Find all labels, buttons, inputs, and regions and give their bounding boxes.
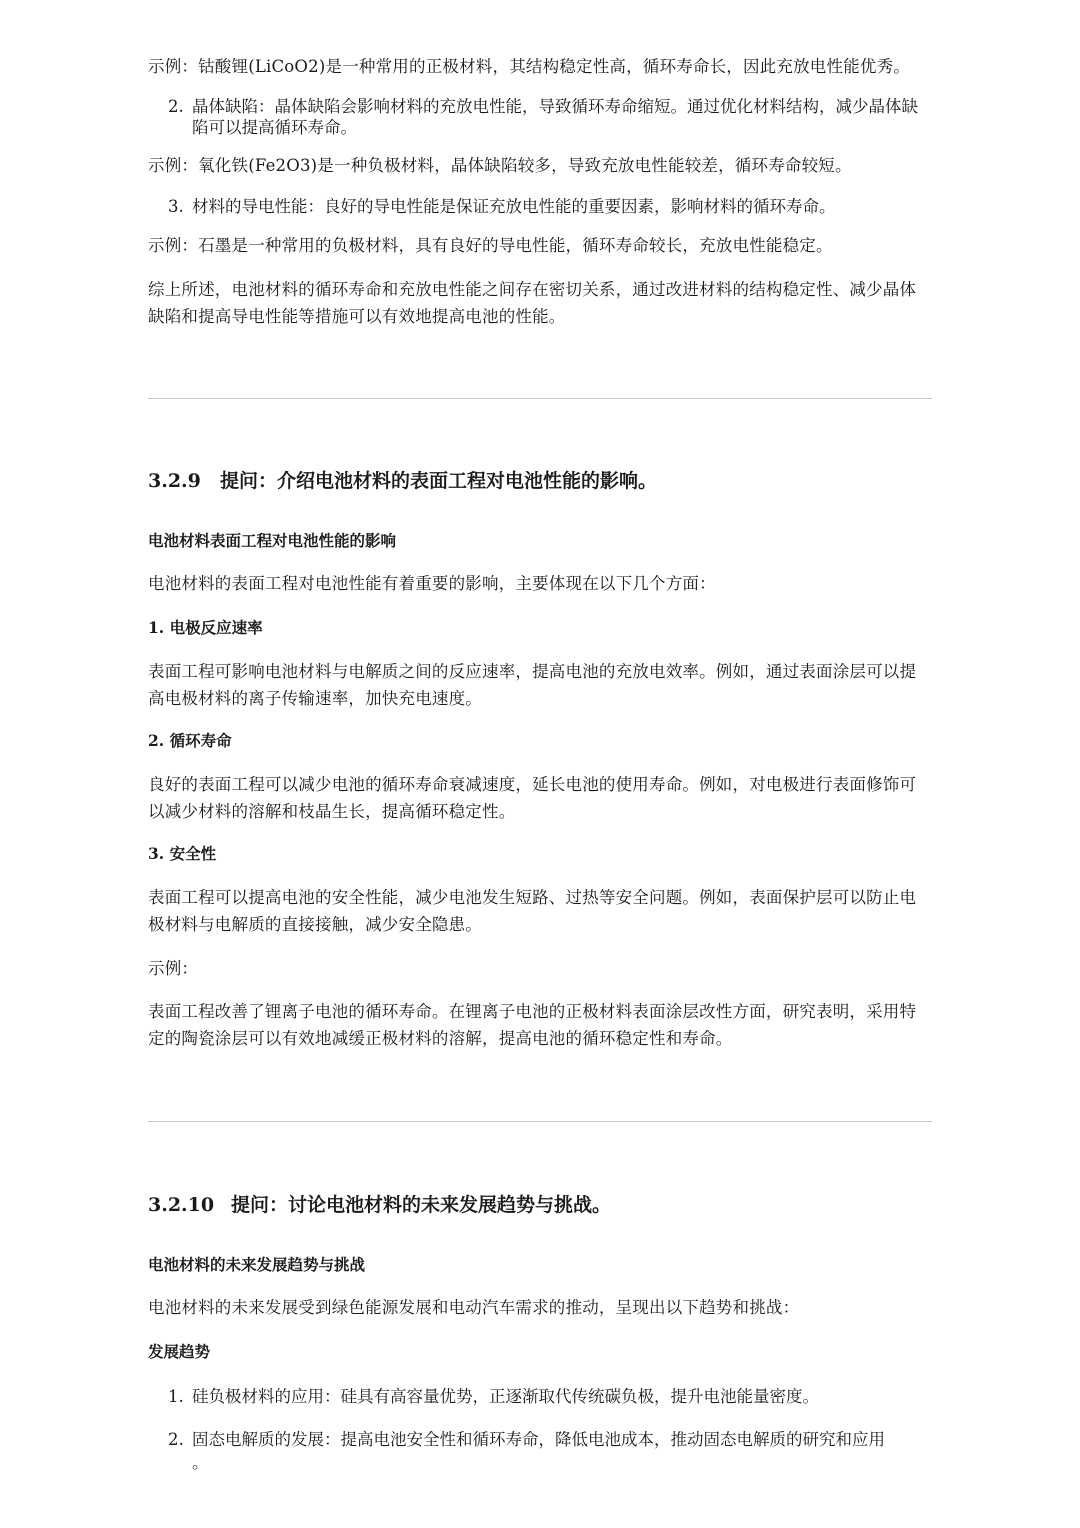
example-paragraph: 表面工程改善了锂离子电池的循环寿命。在锂离子电池的正极材料表面涂层改性方面，研究表明，采用特定的陶瓷涂层可以有效地减缓正极材料的溶解，提高电池的循环稳定性和寿命。 bbox=[148, 1002, 917, 1048]
paragraph-safety: 表面工程可以提高电池的安全性能，减少电池发生短路、过热等安全问题。例如，表面保护层可以防止电极材料与电解质的直接接触，减少安全隐患。 bbox=[148, 888, 917, 934]
section-heading-3-2-10 bbox=[148, 1191, 932, 1219]
list-number: 3. bbox=[168, 197, 184, 216]
list-number: 2. bbox=[168, 97, 184, 116]
section-subtitle: 电池材料的未来发展趋势与挑战 bbox=[148, 1255, 366, 1274]
section-number: 3.2.9 bbox=[148, 470, 201, 492]
example-graphite: 示例：石墨是一种常用的负极材料，具有良好的导电性能，循环寿命较长，充放电性能稳定。 bbox=[148, 236, 833, 255]
example-licoo2: 示例：钴酸锂(LiCoO2)是一种常用的正极材料，其结构稳定性高，循环寿命长，因此充放电性能优秀。 bbox=[148, 57, 910, 76]
list-item-silicon-anode bbox=[148, 1386, 932, 1407]
subheading-reaction-rate: 1. 电极反应速率 bbox=[148, 618, 263, 637]
section-intro: 电池材料的未来发展受到绿色能源发展和电动汽车需求的推动，呈现出以下趋势和挑战： bbox=[148, 1298, 800, 1317]
list-text: 硅负极材料的应用：硅具有高容量优势，正逐渐取代传统碳负极，提升电池能量密度。 bbox=[192, 1387, 819, 1406]
section-intro: 电池材料的表面工程对电池性能有着重要的影响，主要体现在以下几个方面： bbox=[148, 574, 716, 593]
list-item-solid-electrolyte bbox=[148, 1429, 932, 1450]
section-subtitle: 电池材料表面工程对电池性能的影响 bbox=[148, 531, 397, 550]
list-item-conductivity bbox=[148, 196, 932, 217]
list-text: 晶体缺陷：晶体缺陷会影响材料的充放电性能，导致循环寿命缩短。通过优化材料结构，减少晶体缺陷可以提高循环寿命。 bbox=[192, 97, 918, 137]
list-item-tail: 。 bbox=[192, 1453, 209, 1472]
paragraph-reaction-rate: 表面工程可影响电池材料与电解质之间的反应速率，提高电池的充放电效率。例如，通过表面涂层可以提高电极材料的离子传输速率，加快充电速度。 bbox=[148, 662, 917, 708]
list-number: 2. bbox=[168, 1430, 184, 1449]
section-number: 3.2.10 bbox=[148, 1194, 215, 1216]
subheading-cycle-life: 2. 循环寿命 bbox=[148, 731, 232, 750]
list-text: 材料的导电性能：良好的导电性能是保证充放电性能的重要因素，影响材料的循环寿命。 bbox=[192, 197, 836, 216]
example-fe2o3: 示例：氧化铁(Fe2O3)是一种负极材料，晶体缺陷较多，导致充放电性能较差，循环寿命较短。 bbox=[148, 156, 852, 175]
example-label: 示例： bbox=[148, 959, 199, 978]
list-number: 1. bbox=[168, 1387, 184, 1406]
paragraph-cycle-life: 良好的表面工程可以减少电池的循环寿命衰减速度，延长电池的使用寿命。例如，对电极进行表面修饰可以减少材料的溶解和枝晶生长，提高循环稳定性。 bbox=[148, 775, 917, 821]
section-divider bbox=[148, 1121, 932, 1122]
summary-paragraph: 综上所述，电池材料的循环寿命和充放电性能之间存在密切关系，通过改进材料的结构稳定性、减少晶体缺陷和提高导电性能等措施可以有效地提高电池的性能。 bbox=[148, 280, 917, 326]
list-text: 固态电解质的发展：提高电池安全性和循环寿命，降低电池成本，推动固态电解质的研究和应用 bbox=[192, 1430, 885, 1449]
subheading-trends: 发展趋势 bbox=[148, 1342, 211, 1361]
section-divider bbox=[148, 398, 932, 399]
section-title: 提问：介绍电池材料的表面工程对电池性能的影响。 bbox=[220, 470, 658, 492]
subheading-safety: 3. 安全性 bbox=[148, 844, 217, 863]
section-title: 提问：讨论电池材料的未来发展趋势与挑战。 bbox=[231, 1194, 612, 1216]
section-heading-3-2-9 bbox=[148, 467, 932, 495]
list-item-crystal-defects bbox=[148, 96, 932, 138]
